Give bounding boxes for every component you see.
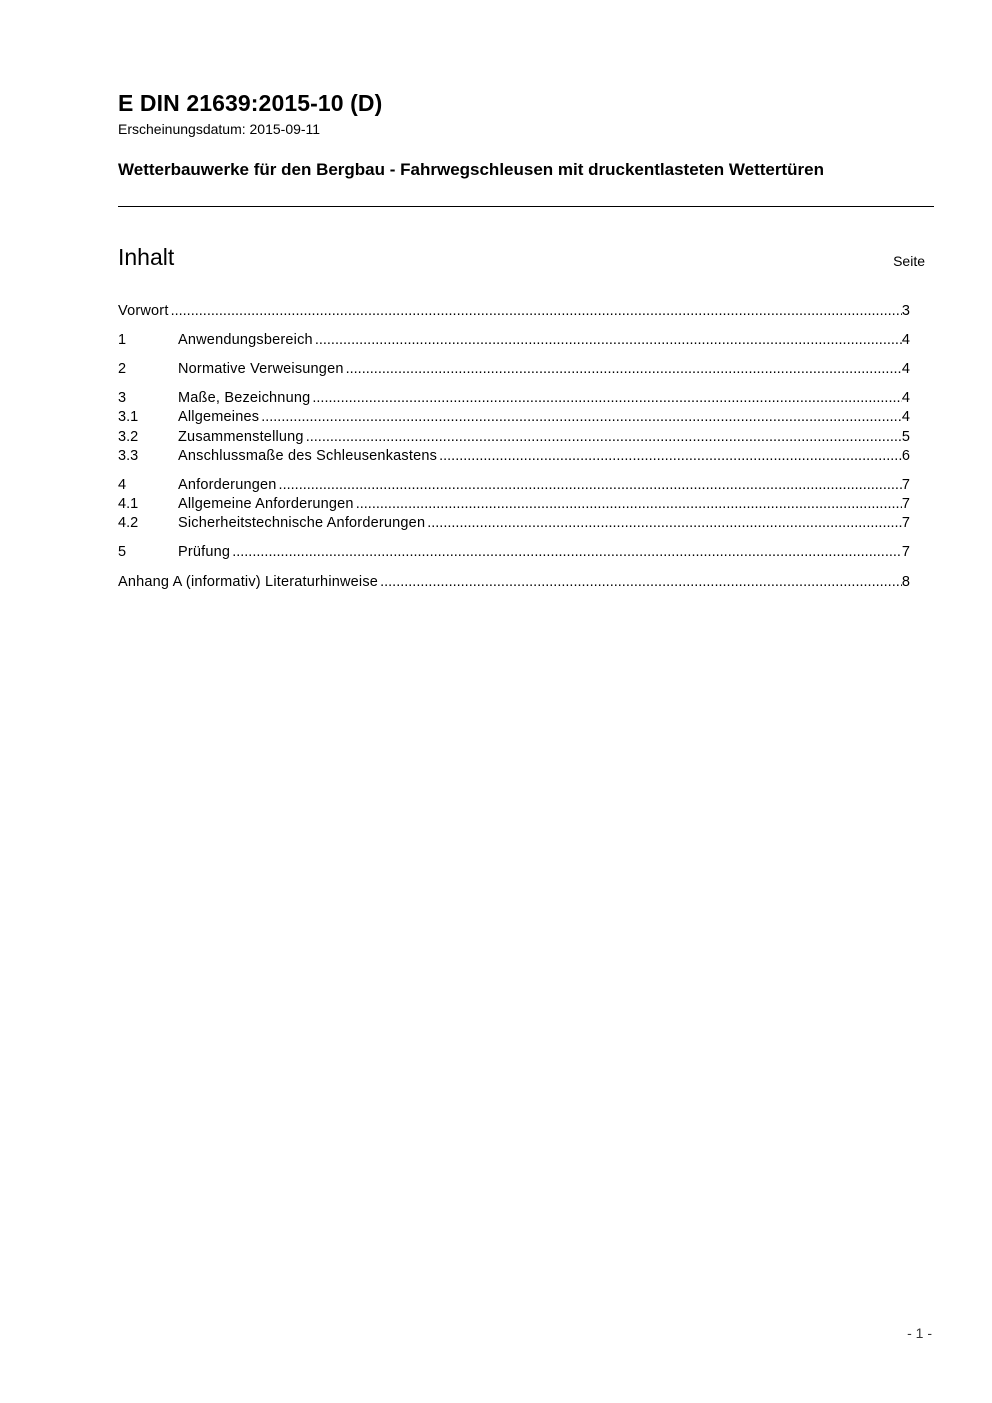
toc-entry-4-1[interactable] [118,495,910,513]
toc-entry-number: 4 [118,477,127,493]
toc-entry-title: Zusammenstellung [178,429,304,445]
toc-entry-anhang-a[interactable] [118,573,910,591]
toc-leader-dots [312,389,902,407]
toc-leader-dots [232,543,902,561]
toc-entry-page: 6 [901,448,910,464]
toc-entry-page: 4 [901,332,910,348]
toc-leader-dots [315,331,902,349]
toc-entry-3[interactable] [118,389,910,407]
document-id: E DIN 21639:2015-10 (D) [118,90,383,116]
document-title: Wetterbauwerke für den Bergbau - Fahrwegschleusen mit druckentlasteten Wettertüren [118,160,824,179]
toc-entry-page: 7 [901,496,910,512]
toc-entry-title: Normative Verweisungen [178,361,344,377]
toc-leader-dots [427,514,902,532]
toc-entry-page: 4 [901,409,910,425]
toc-entry-title: Anhang A (informativ) Literaturhinweise [118,574,379,590]
toc-entry-number: 1 [118,332,127,348]
toc-entry-vorwort[interactable] [118,302,910,320]
toc-entry-number: 4.2 [118,515,139,531]
toc-entry-3-2[interactable] [118,428,910,446]
toc-entry-3-3[interactable] [118,447,910,465]
toc-entry-title: Maße, Bezeichnung [178,390,311,406]
toc-page-column-label: Seite [893,253,925,269]
toc-entry-title: Allgemeines [178,409,260,425]
toc-leader-dots [380,573,902,591]
toc-entry-page: 4 [901,361,910,377]
toc-entry-3-1[interactable] [118,408,910,426]
toc-entry-page: 3 [901,303,910,319]
toc-entry-number: 3.3 [118,448,139,464]
toc-entry-number: 2 [118,361,127,377]
toc-entry-page: 5 [901,429,910,445]
toc-entry-title: Allgemeine Anforderungen [178,496,354,512]
toc-leader-dots [346,360,902,378]
toc-entry-number: 5 [118,544,127,560]
toc-heading: Inhalt [118,244,175,270]
toc-entry-title: Anforderungen [178,477,277,493]
page-number: - 1 - [907,1325,932,1341]
toc-entry-2[interactable] [118,360,910,378]
toc-entry-title: Prüfung [178,544,231,560]
toc-entry-number: 3 [118,390,127,406]
toc-leader-dots [439,447,902,465]
toc-entry-page: 7 [901,477,910,493]
toc-entry-page: 7 [901,544,910,560]
toc-entry-title: Sicherheitstechnische Anforderungen [178,515,426,531]
toc-entry-number: 4.1 [118,496,139,512]
toc-entry-1[interactable] [118,331,910,349]
toc-leader-dots [306,428,902,446]
toc-leader-dots [279,476,902,494]
toc-leader-dots [356,495,902,513]
toc-entry-number: 3.2 [118,429,139,445]
toc-leader-dots [171,302,902,320]
toc-entry-title: Vorwort [118,303,169,319]
toc-entry-title: Anschlussmaße des Schleusenkastens [178,448,438,464]
toc-entry-4-2[interactable] [118,514,910,532]
publication-date: Erscheinungsdatum: 2015-09-11 [118,121,321,137]
toc-entry-number: 3.1 [118,409,139,425]
toc-entry-title: Anwendungsbereich [178,332,313,348]
toc-leader-dots [261,408,902,426]
toc-entry-4[interactable] [118,476,910,494]
toc-entry-page: 8 [901,574,910,590]
table-of-contents [118,0,910,1403]
toc-entry-5[interactable] [118,543,910,561]
toc-entry-page: 4 [901,390,910,406]
toc-entry-page: 7 [901,515,910,531]
